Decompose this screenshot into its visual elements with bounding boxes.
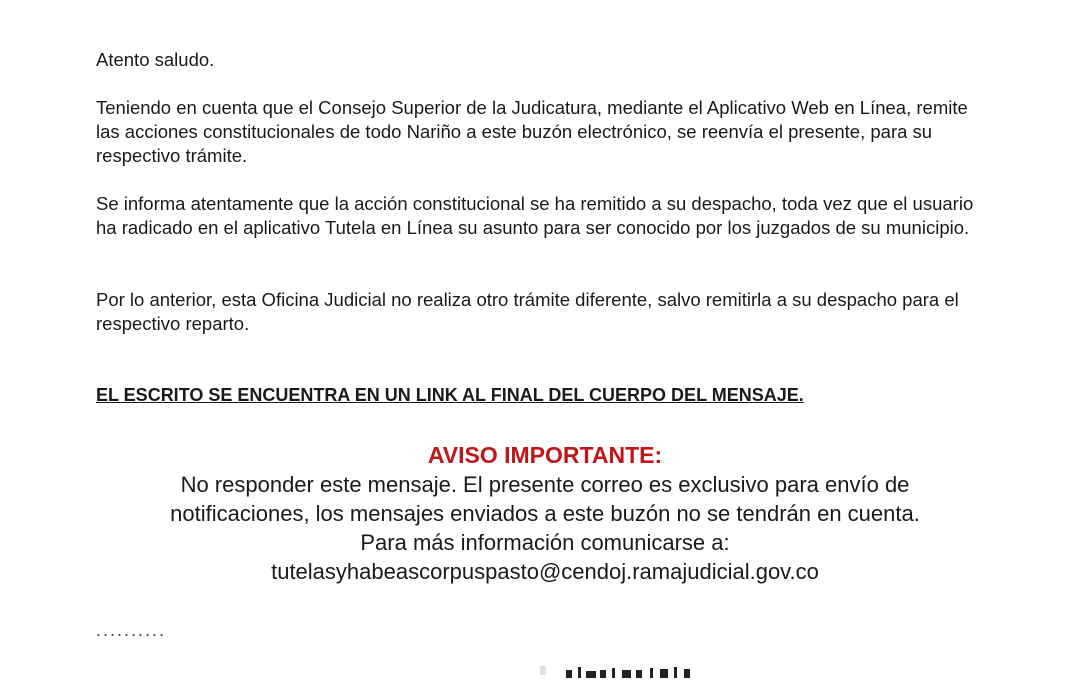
paragraph-procedure: Por lo anterior, esta Oficina Judicial no realiza otro trámite diferente, salvo remitirla a su despacho para el respectivo reparto. (96, 289, 959, 334)
notice-line-1: No responder este mensaje. El presente correo es exclusivo para envío de (180, 472, 910, 497)
fragment-bar (540, 666, 546, 675)
notice-line-3: Para más información comunicarse a: (360, 530, 730, 555)
important-notice (96, 440, 994, 586)
notice-title: AVISO IMPORTANTE: (427, 442, 663, 468)
contact-email[interactable]: tutelasyhabeascorpuspasto@cendoj.ramajudicial.gov.co (271, 559, 819, 584)
paragraph-forwarding: Teniendo en cuenta que el Consejo Superior de la Judicatura, mediante el Aplicativo Web en Línea, remite las acciones constitucionales de todo Nariño a este buzón electrónico, se reenvía el presente, para su respectivo trámite. (96, 97, 968, 166)
greeting-text: Atento saludo. (96, 49, 215, 70)
fragment-glyphs (566, 662, 700, 678)
paragraph-referral: Se informa atentamente que la acción constitucional se ha remitido a su despacho, toda vez que el usuario ha radicado en el aplicativo Tutela en Línea su asunto para ser conocido por los juzgados de su municipio. (96, 193, 974, 238)
link-notice-text: EL ESCRITO SE ENCUENTRA EN UN LINK AL FINAL DEL CUERPO DEL MENSAJE. (96, 385, 804, 405)
separator-dots: .......... (96, 620, 167, 640)
truncated-text-fragment (540, 662, 700, 682)
notice-line-2: notificaciones, los mensajes enviados a este buzón no se tendrán en cuenta. (170, 501, 920, 526)
